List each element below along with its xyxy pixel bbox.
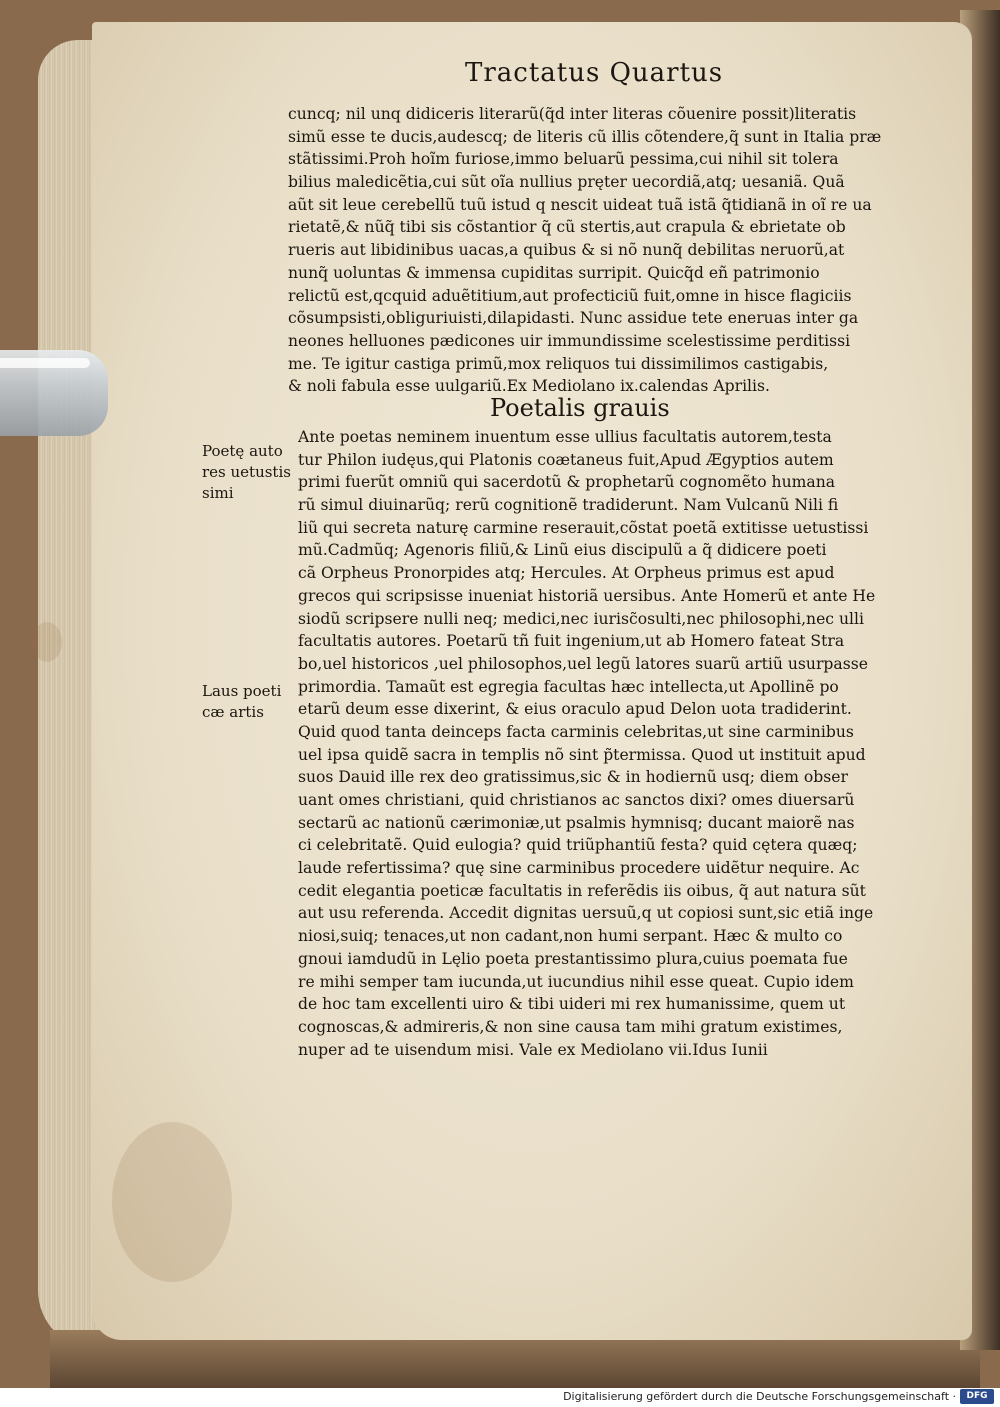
text-line: rueris aut libidinibus uacas,a quibus & si nõ nunq̃ debilitas neruorũ,at — [288, 241, 845, 260]
letter-ending — [288, 103, 908, 398]
text-line: Ante poetas neminem inuentum esse ullius facultatis autorem,testa — [298, 428, 832, 446]
text-line: rũ simul diuinarũq; rerũ cognitionẽ tradiderunt. Nam Vulcanũ Nili fi — [298, 496, 839, 515]
page-stain — [32, 622, 62, 662]
text-line: & noli fabula esse uulgariũ.Ex Mediolano ix.calendas Aprilis. — [288, 377, 770, 396]
text-line: aut usu referenda. Accedit dignitas uersuũ,q ut copiosi sunt,sic etiã inge — [298, 904, 874, 923]
text-line: Quid quod tanta deinceps facta carminis celebritas,ut sine carminibus — [298, 722, 854, 741]
text-line: facultatis autores. Poetarũ tñ fuit ingenium,ut ab Homero fateat Stra — [298, 632, 845, 651]
text-line: me. Te igitur castiga primũ,mox reliquos tui dissimilimos castigabis, — [288, 354, 829, 373]
text-line: cognoscas,& admireris,& non sine causa tam mihi gratum existimes, — [298, 1017, 843, 1036]
text-line: stãtissimi.Proh hoĩm furiose,immo beluarũ pessima,cui nihil sit tolera — [288, 150, 839, 169]
text-line: de hoc tam excellenti uiro & tibi uideri mi rex humanissime, quem ut — [298, 995, 846, 1014]
running-header: Tractatus Quartus — [465, 58, 724, 88]
text-line: uant omes christiani, quid christianos ac sanctos dixi? omes diuersarũ — [298, 791, 855, 809]
text-line: simũ esse te ducis,audescq; de literis cũ illis cõtendere,q̃ sunt in Italia præ — [288, 127, 882, 146]
text-line: nunq̃ uoluntas & immensa cupiditas surripit. Quicq̃d eñ patrimonio — [288, 263, 820, 282]
text-line: aũt sit leue cerebellũ tuũ istud q nescit uideat tuã istã q̃tidianã in oĩ re ua — [288, 195, 872, 214]
text-line: suos Dauid ille rex deo gratissimus,sic & in hodiernũ usq; diem obser — [298, 768, 848, 787]
text-line: siodũ scripsere nulli neq; medici,nec iurisc̃osulti,nec philosophi,nec ulli — [298, 609, 864, 628]
marginal-note-line: cæ artis — [202, 703, 264, 721]
page-stain — [112, 1122, 232, 1282]
page-holder-clip-highlight — [0, 358, 90, 368]
text-line: rietatẽ,& nũq̃ tibi sis cõstantior q̃ cũ stertis,aut crapula & ebrietate ob — [288, 218, 846, 237]
text-line: cã Orpheus Pronorpides atq; Hercules. At Orpheus primus est apud — [298, 564, 835, 583]
footer-bar — [0, 1388, 1000, 1407]
text-line: primi fuerũt omniũ qui sacerdotũ & prophetarũ cognomẽto humana — [298, 473, 836, 492]
text-line: grecos qui scripsisse inueniat historiã uersibus. Ante Homerũ et ante He — [298, 586, 876, 605]
text-line: bo,uel historicos ,uel philosophos,uel legũ latores suarũ artiũ usurpasse — [298, 654, 868, 673]
text-line: liũ qui secreta naturę carmine reserauit,cõstat poetã extitisse uetustissi — [298, 518, 869, 537]
text-line: cõsumpsisti,obliguriuisti,dilapidasti. Nunc assidue tete eneruas inter ga — [288, 309, 859, 328]
text-line: bilius maledicẽtia,cui sũt oĩa nullius pręter uecordiã,atq; uesaniã. Quã — [288, 173, 845, 192]
text-line: etarũ deum esse dixerint, & eius oraculo apud Delon uota tradiderint. — [298, 700, 852, 719]
text-line: re mihi semper tam iucunda,ut iucundius nihil esse queat. Cupio idem — [298, 972, 854, 991]
text-line: cedit elegantia poeticæ facultatis in referẽdis iis oibus, q̃ aut natura sũt — [298, 881, 866, 900]
marginal-note-line: simi — [202, 484, 234, 502]
text-line: neones helluones pædicones uir immundissime scelestissime perditissi — [288, 331, 851, 350]
text-line: relictũ est,qcquid aduẽtitium,aut profecticiũ fuit,omne in hisce flagiciis — [288, 286, 852, 305]
dfg-logo: DFG — [960, 1389, 994, 1404]
text-line: nuper ad te uisendum misi. Vale ex Mediolano vii.Idus Iunii — [298, 1040, 768, 1059]
marginal-note-line: Laus poeti — [202, 682, 282, 700]
marginal-note — [202, 441, 302, 504]
section-heading: Poetalis grauis — [490, 394, 670, 422]
text-line: mũ.Cadmũq; Agenoris filiũ,& Linũ eius discipulũ a q̃ didicere poeti — [298, 541, 827, 560]
section-body — [298, 426, 918, 1061]
marginal-note — [202, 681, 302, 723]
text-line: laude refertissima? quę sine carminibus procedere uidẽtur nequire. Ac — [298, 859, 860, 878]
text-line: tur Philon iudęus,qui Platonis coætaneus fuit,Apud Ægyptios autem — [298, 450, 834, 469]
text-line: cuncq; nil unq didiceris literarũ(q̃d inter literas cõuenire possit)literatis — [288, 105, 857, 123]
text-line: niosi,suiq; tenaces,ut non cadant,non humi serpant. Hæc & multo co — [298, 927, 843, 946]
text-line: primordia. Tamaũt est egregia facultas hæc intellecta,ut Apollinẽ po — [298, 677, 839, 696]
text-line: gnoui iamdudũ in Lęlio poeta prestantissimo plura,cuius poemata fue — [298, 949, 848, 968]
text-line: sectarũ ac nationũ cærimoniæ,ut psalmis hymnisq; ducant maiorẽ nas — [298, 813, 855, 832]
funding-credit: Digitalisierung gefördert durch die Deutsche Forschungsgemeinschaft · — [563, 1390, 956, 1403]
text-line: ci celebritatẽ. Quid eulogia? quid triũphantiũ festa? quid cętera quæq; — [298, 836, 858, 855]
text-line: uel ipsa quidẽ sacra in templis nõ sint p̃termissa. Quod ut instituit apud — [298, 745, 866, 764]
marginal-note-line: res uetustis — [202, 463, 291, 481]
marginal-note-line: Poetę auto — [202, 442, 283, 460]
